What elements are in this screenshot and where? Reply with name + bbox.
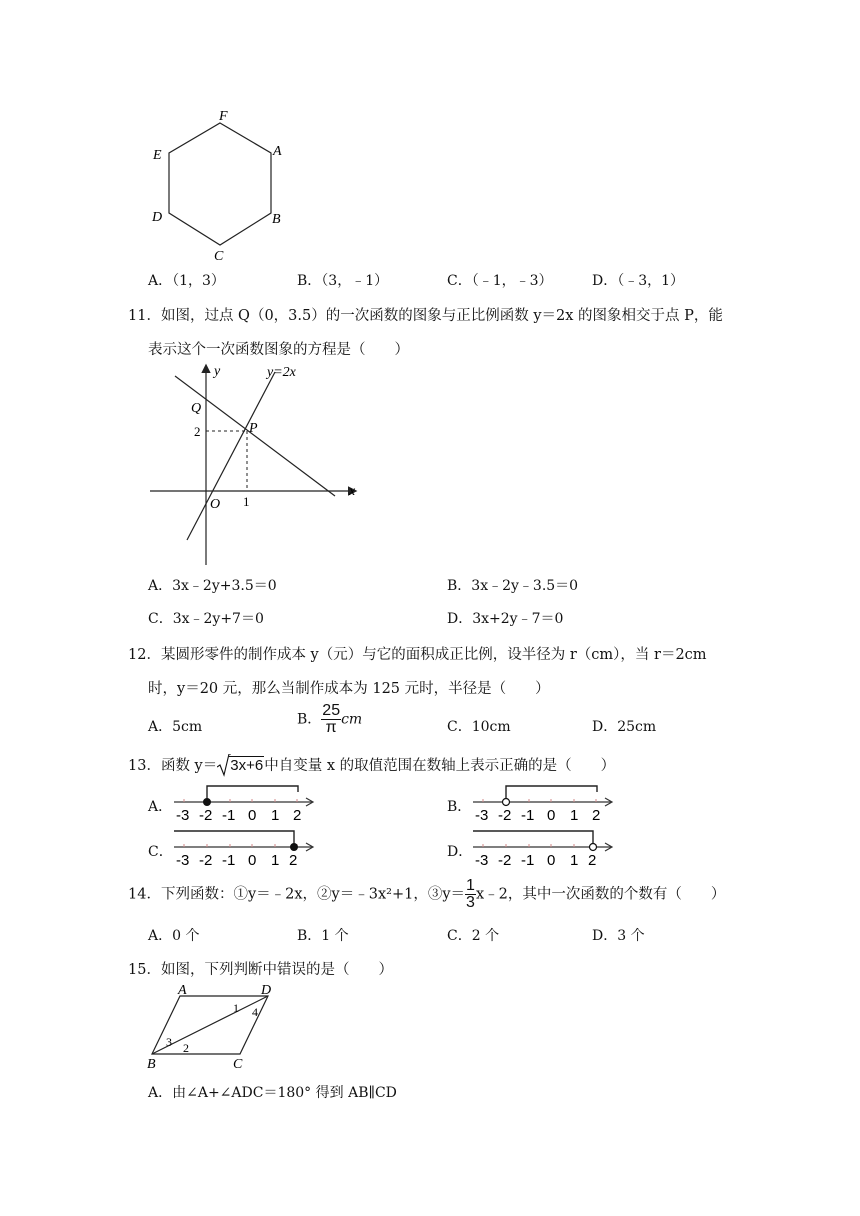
tick-label: -1 (521, 807, 535, 824)
graph-point-q-label: Q (191, 401, 202, 416)
q11-graph (145, 360, 365, 570)
q15-option-a: A．由∠A+∠ADC＝180° 得到 AB∥CD (148, 1085, 397, 1101)
angle-label-3: 3 (166, 1035, 172, 1049)
q13-option-a-letter: A． (148, 799, 173, 815)
graph-origin-label: O (210, 497, 221, 512)
graph-tick-x-1: 1 (243, 494, 250, 509)
fraction-numerator: 25 (322, 702, 341, 719)
q14-fraction (465, 878, 476, 911)
q14-stem-end: x﹣2，其中一次函数的个数有（ ） (475, 886, 726, 903)
tick-label: -2 (498, 807, 512, 824)
angle-label-1: 1 (233, 1001, 239, 1015)
tick-label: -2 (199, 852, 213, 869)
q12-option-a: A．5cm (148, 719, 203, 735)
q14-option-b: B．1 个 (297, 928, 349, 944)
q11-option-d: D．3x+2y﹣7＝0 (447, 611, 564, 627)
tick-label: -1 (521, 852, 535, 869)
q15-parallelogram-figure (145, 982, 285, 1074)
tick-label: -3 (176, 852, 190, 869)
tick-label: 2 (588, 852, 597, 869)
tick-label: 0 (248, 807, 257, 824)
tick-label: 2 (293, 807, 302, 824)
vertex-label-f: F (219, 109, 228, 124)
figure-label-b: B (147, 1057, 156, 1072)
q12-option-c: C．10cm (447, 719, 511, 735)
q13-stem-suffix: 中自变量 x 的取值范围在数轴上表示正确的是（ ） (264, 758, 616, 774)
q13-option-d-letter: D． (447, 844, 473, 860)
graph-point-p-label: P (249, 421, 258, 436)
q14-option-a: A．0 个 (148, 928, 200, 944)
tick-label: 1 (570, 807, 579, 824)
sqrt-icon (217, 757, 264, 774)
graph-line-label: y=2x (267, 365, 296, 380)
q13-option-c-letter: C． (148, 844, 173, 860)
tick-label: 1 (271, 807, 280, 824)
q12-option-d: D．25cm (592, 719, 657, 735)
figure-label-d: D (261, 983, 272, 998)
figure-label-c: C (233, 1057, 243, 1072)
q10-option-a: A．（1，3） (148, 273, 225, 289)
fraction-denominator: 3 (466, 894, 475, 911)
figure-label-a: A (178, 983, 187, 998)
q12-stem-line1: 12．某圆形零件的制作成本 y（元）与它的面积成正比例，设半径为 r（cm），当 r＝2cm (128, 647, 707, 663)
tick-label: -3 (475, 807, 489, 824)
q12-option-b-unit: cm (341, 711, 363, 728)
q11-option-b: B．3x﹣2y﹣3.5＝0 (447, 578, 579, 594)
fraction-denominator: π (325, 719, 337, 736)
q11-option-a: A．3x﹣2y+3.5＝0 (148, 578, 277, 594)
vertex-label-d: D (152, 210, 163, 225)
tick-label: -2 (199, 807, 213, 824)
vertex-label-e: E (153, 148, 162, 163)
q11-stem-line2: 表示这个一次函数图象的方程是（ ） (148, 342, 409, 358)
angle-label-4: 4 (252, 1005, 258, 1019)
graph-tick-y-2: 2 (194, 424, 201, 439)
tick-label: 2 (289, 852, 298, 869)
vertex-label-c: C (214, 249, 224, 264)
tick-label: 0 (547, 807, 556, 824)
q13-number-line-b (471, 782, 621, 824)
q12-option-b (297, 703, 362, 736)
tick-label: 0 (248, 852, 257, 869)
q13-number-line-c (172, 827, 322, 869)
vertex-label-a: A (273, 144, 282, 159)
q11-stem-line1: 11．如图，过点 Q（0，3.5）的一次函数的图象与正比例函数 y＝2x 的图象相交于点 P，能 (128, 308, 723, 324)
tick-label: 0 (547, 852, 556, 869)
tick-label: 1 (271, 852, 280, 869)
q12-option-b-prefix: B． (297, 711, 322, 728)
q14-stem (128, 878, 725, 911)
tick-label: -3 (176, 807, 190, 824)
graph-x-axis-label: x (349, 484, 356, 499)
tick-label: -2 (498, 852, 512, 869)
graph-y-axis-label: y (214, 364, 221, 379)
q11-option-c: C．3x﹣2y+7＝0 (148, 611, 264, 627)
q10-option-c: C．（﹣1，﹣3） (447, 273, 553, 289)
q14-option-d: D．3 个 (592, 928, 645, 944)
tick-label: -3 (475, 852, 489, 869)
tick-label: 2 (592, 807, 601, 824)
q12-stem-line2: 时，y＝20 元，那么当制作成本为 125 元时，半径是（ ） (148, 681, 550, 697)
q13-stem-prefix: 13．函数 y＝ (128, 758, 218, 774)
q13-number-line-d (471, 827, 621, 869)
q10-option-d: D．（﹣3，1） (592, 273, 685, 289)
tick-label: -1 (222, 852, 236, 869)
q13-stem (128, 754, 615, 775)
vertex-label-b: B (272, 212, 281, 227)
q13-number-line-a (172, 782, 322, 824)
q12-option-b-fraction (321, 703, 341, 736)
q13-option-b-letter: B． (447, 799, 472, 815)
fraction-numerator: 1 (466, 877, 475, 894)
hexagon-figure (145, 105, 295, 265)
tick-label: 1 (570, 852, 579, 869)
tick-label: -1 (222, 807, 236, 824)
q13-radicand: 3x+6 (230, 757, 264, 774)
q14-stem-text: 14．下列函数：①y＝﹣2x，②y＝﹣3x²+1，③y＝ (128, 886, 466, 903)
q14-option-c: C．2 个 (447, 928, 500, 944)
q15-stem: 15．如图，下列判断中错误的是（ ） (128, 962, 393, 978)
angle-label-2: 2 (183, 1041, 189, 1055)
radical-sign-icon (217, 754, 231, 778)
q10-option-b: B．（3，﹣1） (297, 273, 389, 289)
